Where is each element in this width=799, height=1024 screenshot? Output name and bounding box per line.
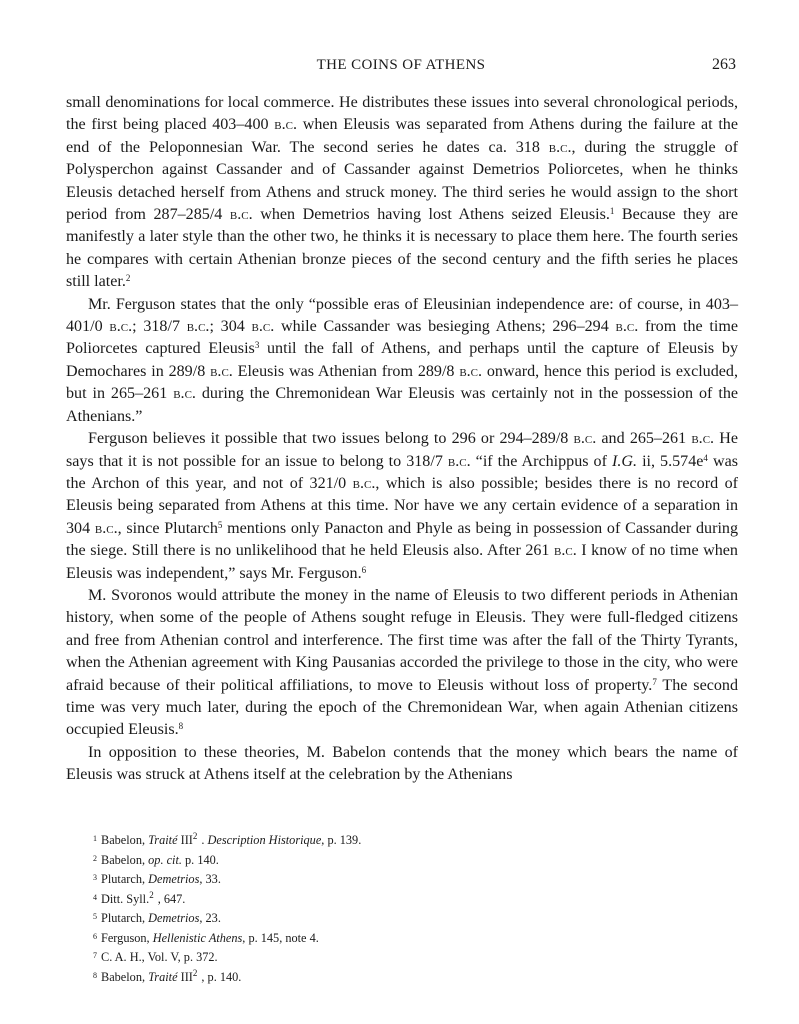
era-abbreviation: b.c.	[548, 138, 572, 156]
text-run: Babelon,	[101, 969, 149, 984]
paragraph	[66, 92, 738, 294]
footnote	[93, 908, 733, 928]
footnote	[93, 928, 733, 948]
text-run: ii, 5.574e	[637, 452, 704, 470]
era-abbreviation: b.c.	[229, 206, 253, 224]
footnote-reference: 4	[703, 452, 708, 463]
footnote-number: 6	[93, 931, 97, 941]
footnote-number: 8	[93, 970, 97, 980]
footnote-reference: 5	[217, 519, 223, 530]
italic-text: Hellenistic Athens	[152, 930, 243, 945]
footnote	[93, 967, 733, 987]
text-run: Because they are manifestly a later style than the other two, he thinks it is necessary to place them here. The fourth series he compares with certain Athenian bronze pieces of the second century and the fifth series he places still later.	[66, 206, 738, 291]
footnote-number: 3	[93, 873, 97, 882]
text-run: Babelon,	[101, 852, 149, 867]
text-run: ; 318/7	[132, 318, 187, 336]
era-abbreviation: b.c.	[109, 318, 133, 336]
footnote	[93, 889, 733, 909]
footnote	[93, 869, 733, 889]
text-run: onward, hence this period is excluded, but in 265–261	[66, 362, 738, 403]
footnote-reference: 2	[192, 831, 198, 841]
paragraph	[66, 742, 738, 787]
text-run: Plutarch,	[101, 872, 149, 886]
text-run: I know of no time when Eleusis was independent,” says Mr. Ferguson.	[66, 542, 738, 582]
text-run: while Cassander was besieging Athens; 296–294	[274, 318, 616, 336]
text-run: during the Chremonidean War Eleusis was certainly not in the possession of the Athenians.”	[66, 385, 739, 425]
era-abbreviation: b.c.	[352, 474, 376, 492]
footnote-reference: 6	[361, 564, 367, 575]
era-abbreviation: b.c.	[210, 362, 233, 380]
running-header	[66, 57, 736, 79]
text-run: from the time Poliorcetes captured Eleusis	[66, 318, 738, 358]
text-run: ; 304	[209, 318, 252, 336]
text-run: Eleusis was Athenian from 289/8	[232, 362, 460, 380]
footnotes	[93, 830, 733, 986]
footnote-reference: 2	[192, 967, 198, 978]
text-run: III	[177, 833, 193, 847]
text-run: Plutarch,	[101, 911, 149, 925]
era-abbreviation: b.c.	[186, 318, 210, 336]
text-run: , since Plutarch	[117, 519, 218, 537]
italic-text: Description Historique	[207, 833, 322, 847]
text-run: , 33.	[199, 872, 221, 886]
text-run: and 265–261	[596, 430, 692, 448]
footnote-number: 2	[93, 853, 97, 863]
footnote-reference: 2	[125, 273, 131, 284]
paragraph	[66, 585, 738, 742]
text-run: Ferguson,	[101, 930, 153, 945]
era-abbreviation: b.c.	[94, 519, 118, 537]
era-abbreviation: b.c.	[691, 430, 715, 448]
text-run: Ferguson believes it possible that two issues belong to 296 or 294–289/8	[88, 430, 574, 448]
text-run: , p. 145, note 4.	[242, 930, 319, 945]
text-run: when Demetrios having lost Athens seized Eleusis.	[252, 206, 610, 224]
running-title: THE COINS OF ATHENS	[316, 57, 486, 73]
text-run: , 647.	[157, 891, 186, 906]
text-run: until the fall of Athens, and perhaps until the capture of Eleusis by Demochares in 289/8	[66, 340, 738, 380]
paragraph	[66, 294, 738, 428]
era-abbreviation: b.c.	[573, 430, 597, 448]
italic-text: I.G.	[612, 452, 638, 470]
text-run: Mr. Ferguson states that the only “possible eras of Eleusinian independence are: of course, in 403–401/0	[66, 295, 738, 336]
era-abbreviation: b.c.	[554, 542, 577, 560]
text-run: small denominations for local commerce. He distributes these issues into several chronological periods, the first being placed 403–400	[66, 94, 738, 134]
era-abbreviation: b.c.	[173, 385, 196, 403]
text-run: , 23.	[199, 911, 221, 925]
footnote-reference: 8	[178, 721, 184, 732]
text-run: In opposition to these theories, M. Babelon contends that the money which bears the name of Eleusis was struck at Athens itself at the celebration by the Athenians	[66, 743, 738, 784]
italic-text: Traité	[148, 969, 178, 984]
era-abbreviation: b.c.	[459, 362, 483, 380]
footnote-number: 1	[93, 834, 97, 843]
text-run: Ditt. Syll.	[101, 891, 150, 906]
footnote	[93, 830, 733, 850]
text-run: “if the Archippus of	[470, 452, 612, 470]
era-abbreviation: b.c.	[274, 116, 297, 134]
page-number: 263	[712, 56, 736, 73]
text-run: , p. 139.	[321, 833, 362, 847]
footnote-reference: 1	[609, 206, 615, 217]
text-run: .	[201, 833, 208, 847]
text-run: mentions only Panacton and Phyle as being in possession of Cassander during the siege. Still there is no unlikelihood that he held Eleusis also. After 261	[66, 519, 739, 560]
footnote-reference: 3	[254, 340, 260, 351]
footnote-number: 7	[93, 951, 97, 960]
footnote	[93, 947, 733, 967]
italic-text: Traité	[148, 833, 178, 847]
footnote-number: 5	[93, 912, 97, 921]
footnote-number: 4	[93, 892, 97, 902]
text-run: III	[177, 969, 193, 984]
body-text	[66, 92, 738, 787]
text-run: The second time was very much later, during the epoch of the Chremonidean War, when again Athenian citizens occupied Eleusis.	[66, 676, 738, 739]
italic-text: Demetrios	[148, 872, 200, 886]
italic-text: Demetrios	[148, 911, 200, 925]
italic-text: op. cit.	[148, 852, 182, 867]
era-abbreviation: b.c.	[447, 452, 471, 470]
text-run: was the Archon of this year, and not of 321/0	[66, 452, 738, 492]
text-run: He says that it is not possible for an issue to belong to 318/7	[66, 430, 738, 470]
text-run: , during the struggle of Polysperchon against Cassander and of Cassander against Demetrios Poliorcetes, when he thinks Eleusis detached herself from Athens and struck money. The third series he would assign to the short period from 287–285/4	[66, 138, 738, 224]
text-run: when Eleusis was separated from Athens during the failure at the end of the Peloponnesian War. The second series he dates ca. 318	[66, 116, 738, 156]
footnote-reference: 2	[149, 889, 154, 900]
text-run: , which is also possible; besides there is no record of Eleusis being separated from Athens at this time. Nor have we any certain evidence of a separation in 304	[66, 474, 738, 537]
text-run: M. Svoronos would attribute the money in the name of Eleusis to two different periods in Athenian history, when some of the people of Athens sought refuge in Eleusis. They were full-fledged citizens and free from Athenian control and interference. The first time was after the fall of the Thirty Tyrants, when the Athenian agreement with King Pausanias accorded the privilege to those in the city, who were afraid because of their political affiliations, to move to Eleusis without loss of property.	[66, 586, 738, 694]
text-run: C. A. H., Vol. V, p. 372.	[101, 950, 218, 964]
footnote	[93, 850, 733, 870]
text-run: , p. 140.	[201, 969, 242, 984]
era-abbreviation: b.c.	[615, 318, 639, 336]
footnote-reference: 7	[652, 676, 657, 687]
era-abbreviation: b.c.	[251, 318, 275, 336]
paragraph	[66, 428, 738, 585]
text-run: Babelon,	[101, 833, 149, 847]
text-run: p. 140.	[181, 852, 219, 867]
